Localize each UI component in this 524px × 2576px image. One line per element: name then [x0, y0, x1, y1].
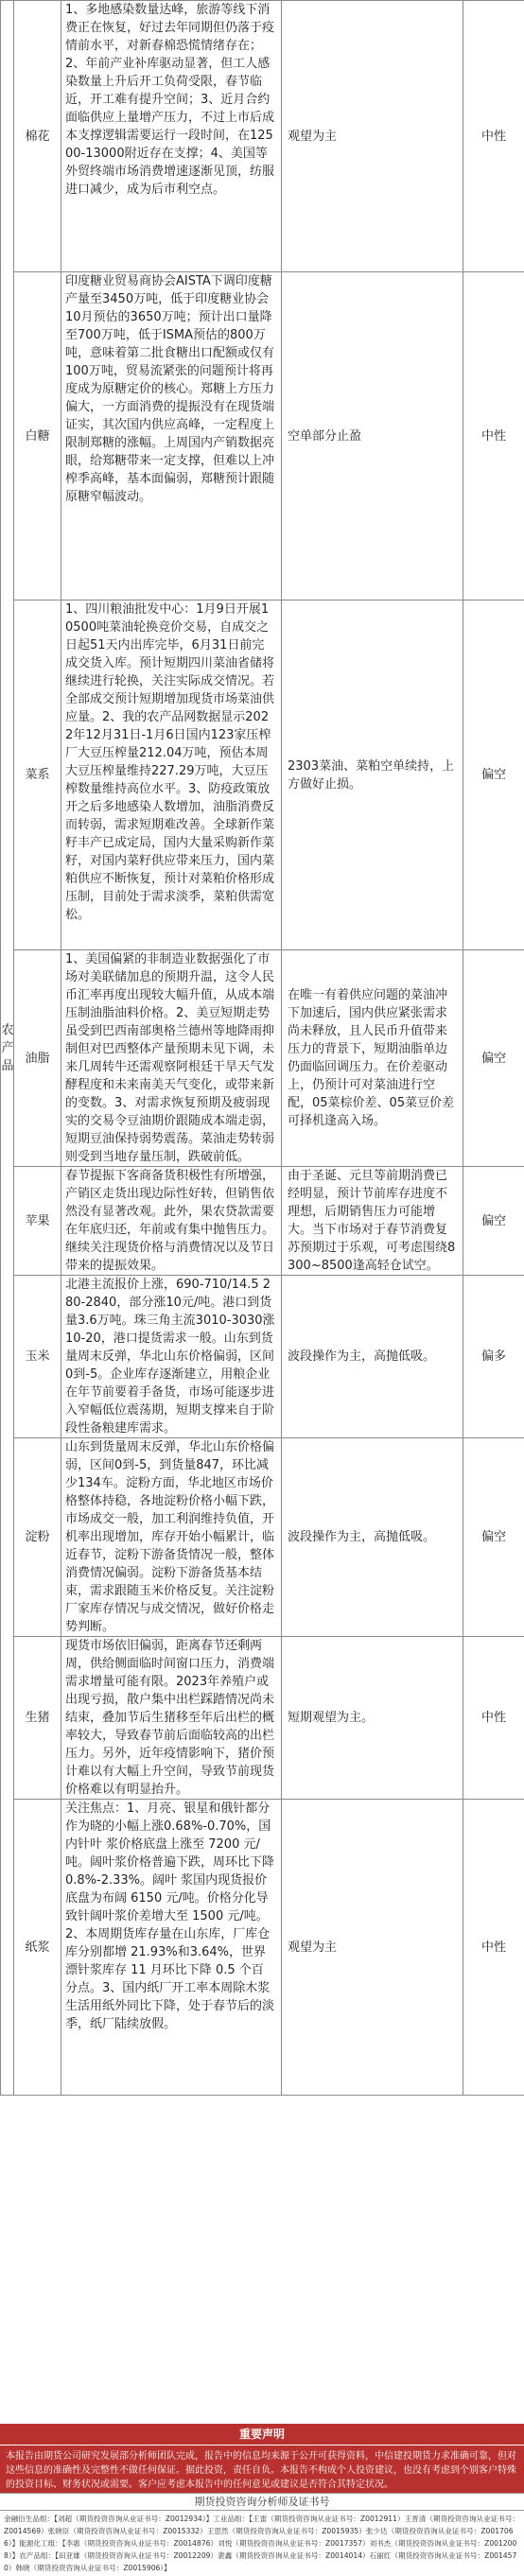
analysis-text: 现货市场依旧偏弱，距离春节还剩两周，供给侧面临时间窗口压力，消费端需求增量可能有限。2023年养殖户或出现亏损，散户集中出栏踩踏情况尚未结束，叠加节后生猪移至年后出栏的概率较大，导致春节前后面临较高的出栏压力。另外，近年疫情影响下，猪价预计难以有大幅上升空间，导致节前现货价格难以有明显抬升。 [61, 1637, 282, 1800]
analysis-text: 1、多地感染数量达峰，旅游等线下消费正在恢复，好过去年同期但仍落于疫情前水平，对新春棉恐慌情绪存在；2、年前产业补库驱动显著，但工人感染数量上升后开工负荷受限，春节临近，开工难有提升空间；3、近月合约面临供应上量增产压力，不过上市后成本支撑逻辑需要运行一段时间，在12500-13000附近存在支撑；4、美国等外贸终端市场消费增速逐渐见顶，纺服进口减少，成为后市利空点。 [61, 1, 282, 272]
stance-label: 中性 [463, 1637, 524, 1800]
stance-label: 中性 [463, 1800, 524, 2096]
strategy-view: 波段操作为主，高抛低吸。 [282, 1438, 463, 1637]
strategy-view: 波段操作为主，高抛低吸。 [282, 1276, 463, 1438]
table-row [1, 1167, 524, 1276]
item-name: 玉米 [14, 1276, 61, 1438]
stance-label: 中性 [463, 1, 524, 272]
strategy-view: 观望为主 [282, 1800, 463, 2096]
strategy-view: 空单部分止盈 [282, 272, 463, 600]
stance-label: 偏多 [463, 1276, 524, 1438]
category-cell [1, 1, 14, 2096]
disclaimer-text: 本报告由期货公司研究发展部分析师团队完成，报告中的信息均来源于公开可获得资料，中信建投期货力求准确可靠，但对这些信息的准确性及完整性不做任何保证。据此投资，责任自负。本报告不构成个人投资建议，也没有考虑到个别客户特殊的投资目标、财务状况或需要。客户应考虑本报告中的任何意见或建议是否符合其特定状况。 [0, 2445, 524, 2496]
table-row [1, 1800, 524, 2096]
analysis-text: 山东到货量周末反弹，华北山东价格偏弱，区间0到-5，到货量847，环比减少134车。淀粉方面，华北地区市场价格整体持稳，各地淀粉价格小幅下跌，市场成交一般，加工利润维持负值，开机率出现增加，库存开始小幅累计，临近春节，淀粉下游备货情况一般，整体消费情况偏弱。淀粉下游备货基本结束，需求跟随玉米价格反复。关注淀粉厂家库存情况与成交情况，做好价格走势判断。 [61, 1438, 282, 1637]
stance-label: 偏空 [463, 1167, 524, 1276]
table-row [1, 1637, 524, 1800]
item-name: 淀粉 [14, 1438, 61, 1637]
table-row [1, 600, 524, 950]
analysis-text: 关注焦点：1、月亮、银星和俄针都分作为晓的小幅上涨0.68%-0.70%，国内针叶 浆价格底盘上涨至 7200 元/吨。阔叶浆价格普遍下跌，周环比下降 0.8%-2.33%。阔叶 浆国内现货报价底盘为布阔 6150 元/吨。价格分化导致针阔叶浆价差增大至 1500 元/吨。2、本周期货库存量在山东库，厂库仓库分别都增 21.93%和3.64%，世界漂针浆库存 11 月环比下降 0.5 个百分点。3、国内纸厂开工率本周除木浆生活用纸外同比下降，处于春节后的淡季，纸厂陆续放假。 [61, 1800, 282, 2096]
category-label: 农产品 [1, 1021, 14, 1075]
item-name: 油脂 [14, 950, 61, 1167]
strategy-view: 短期观望为主。 [282, 1637, 463, 1800]
table-row [1, 950, 524, 1167]
item-name: 苹果 [14, 1167, 61, 1276]
table-row [1, 1438, 524, 1637]
strategy-view: 在唯一有着供应问题的菜油冲下加速后，国内供应紧张需求尚未释放，且人民币升值带来压力的背景下，短期油脂单边仍面临回调压力。在价差驱动上，仍预计可对菜油进行空配，05菜棕价差、05菜豆价差可择机逢高入场。 [282, 950, 463, 1167]
analysis-text: 1、美国偏紧的非制造业数据强化了市场对美联储加息的预期升温，这令人民币汇率再度出现较大幅升值，从成本端压制油脂油料价格。2、美豆短期走势虽受到巴西南部奥格兰德州等地降雨抑制但对巴西整体产量预期未见下调，未来几周转牛还需观察阿根廷干旱天气发酵程度和未来南美天气变化，或带来新的变数。3、对需求恢复预期及疲弱现实的交易令豆油期价跟随成本端走弱，短期豆油保持弱势震荡。菜油走势转弱则受到当地存量压制，跌破前低。 [61, 950, 282, 1167]
table-row [1, 1, 524, 272]
stance-label: 偏空 [463, 600, 524, 950]
table-row [1, 272, 524, 600]
item-name: 菜系 [14, 600, 61, 950]
analyst-team [0, 2493, 524, 2576]
strategy-view: 观望为主 [282, 1, 463, 272]
item-name: 棉花 [14, 1, 61, 272]
stance-label: 偏空 [463, 1438, 524, 1637]
stance-label: 偏空 [463, 950, 524, 1167]
stance-label: 中性 [463, 272, 524, 600]
analysis-text: 1、四川粮油批发中心：1月9日开展10500吨菜油轮换竞价交易，自成交之日起51天内出库完毕，6月31日前完成交货入库。预计短期四川菜油省储将继续进行轮换，关注实际成交情况。若全部成交预计短期增加现货市场菜油供应量。2、我的农产品网数据显示2022年12月31日-1月6日国内123家压榨厂大豆压榨量212.04万吨，预估本周大豆压榨量维持227.29万吨，大豆压榨数量维持高位水平。3、防疫政策放开之后多地感染人数增加，油脂消费反而转弱，需求短期难改善。全球新作菜籽丰产已成定局，国内大量采购新作菜籽，对国内菜籽供应带来压力，国内菜粕供应不断恢复，预计对菜粕价格形成压制，目前处于需求淡季，菜粕供需宽松。 [61, 600, 282, 950]
item-name: 纸浆 [14, 1800, 61, 2096]
analysis-text: 印度糖业贸易商协会AISTA下调印度糖产量至3450万吨，低于印度糖业协会10月预估的3650万吨；预计出口量降至700万吨，低于ISMA预估的800万吨，意味着第二批食糖出口配额或仅有100万吨，贸易流紧张的问题预计将再度成为原糖定价的核心。郑糖上方压力偏大，一方面消费的提振没有在现货端证实，其次国内供应高峰，一定程度上限制郑糖的涨幅。上周国内产销数据亮眼，给郑糖带来一定支撑，但难以上冲榨季高峰，基本面偏弱，郑糖预计跟随原糖窄幅波动。 [61, 272, 282, 600]
disclaimer-title: 重要声明 [0, 2424, 524, 2445]
analyst-team-list: 金融衍生品组：【刘超（期货投资咨询从业证书号：Z0012934）】工业品组：【王雷（期货投资咨询从业证书号：Z0012911）王晋清（期货投资咨询从业证书号：Z0014569）张晓臣（期货投资咨询从业证书号：Z0015332）王思然（期货投资咨询从业证书号：Z0015935）张少达（期货投资咨询从业证书号：Z0017066）】能源化工组：【李惠（期货投资咨询从业证书号：Z0014876）刘悦（期货投资咨询从业证书号：Z0017357）刘书杰（期货投资咨询从业证书号：Z0012008）】农产品组：【田亚雄（期货投资咨询从业证书号：Z0012209）裴鑫（期货投资咨询从业证书号：Z0014014）石丽红（期货投资咨询从业证书号：Z0014570）韩晓（期货投资咨询从业证书号：Z0015906）】 [0, 2511, 524, 2576]
strategy-view: 由于圣诞、元旦等前期消费已经明显，预计节前库存进度不理想，后期销售压力可能增大。当下市场对于春节消费复苏预期过于乐观，可考虑围绕8300~8500逢高轻仓试空。 [282, 1167, 463, 1276]
item-name: 生猪 [14, 1637, 61, 1800]
strategy-view: 2303菜油、菜粕空单续持，上方做好止损。 [282, 600, 463, 950]
analyst-team-title: 期货投资咨询分析师及证书号 [0, 2493, 524, 2511]
item-name: 白糖 [14, 272, 61, 600]
analysis-text: 北港主流报价上涨，690-710/14.5 280-2840，部分涨10元/吨。港口到货量3.6万吨。珠三角主流3010-3030涨10-20，港口提货需求一般。山东到货量周末反弹，华北山东价格偏弱，区间0到-5。企业库存逐渐建立，用粮企业在年节前要着手备货，市场可能逐步进入窄幅低位震荡期，短期支撑来自于阶段性备粮建库需求。 [61, 1276, 282, 1438]
table-row [1, 1276, 524, 1438]
analysis-text: 春节提振下客商备货积极性有所增强，产销区走货出现边际性好转，但销售依然没有显著改观。此外，果农贷款需要在年底归还，年前或有集中抛售压力。继续关注现货价格与消费情况以及节日带来的提振效果。 [61, 1167, 282, 1276]
